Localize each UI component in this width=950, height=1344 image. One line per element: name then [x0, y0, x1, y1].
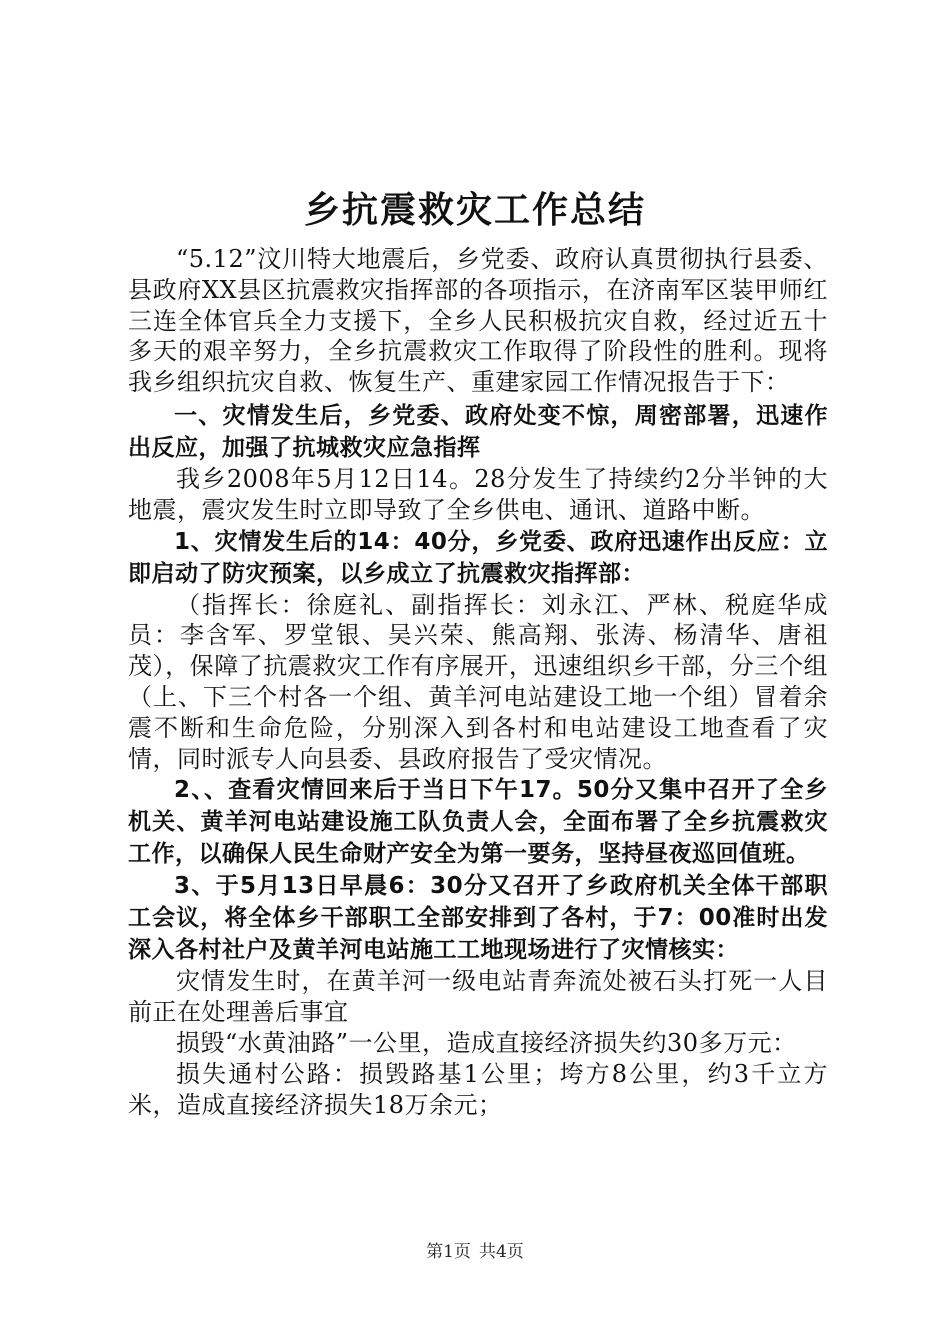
paragraph-earthquake-time: 我乡2008年5月12日14。28分发生了持续约2分半钟的大地震，震灾发生时立即导致了全乡供电、通讯、道路中断。 — [128, 464, 828, 524]
paragraph-road-loss: 损毁“水黄油路”一公里，造成直接经济损失约30多万元： — [176, 1028, 797, 1057]
numbered-item-1: 1、灾情发生后的14：40分，乡党委、政府迅速作出反应：立即启动了防灾预案，以乡成立了抗震救灾指挥部： — [128, 528, 828, 587]
numbered-item-3: 3、于5月13日早晨6：30分又召开了乡政府机关全体干部职工会议，将全体乡干部职工全部安排到了各村，于7：00准时出发深入各村社户及黄羊河电站施工工地现场进行了灾情核实： — [128, 873, 828, 964]
page-number: 第1页 — [426, 1242, 471, 1262]
section-heading-1: 一、灾情发生后，乡党委、政府处变不惊，周密部署，迅速作出反应，加强了抗城救灾应急指挥 — [128, 402, 828, 461]
paragraph-village-road-loss: 损失通村公路：损毁路基1公里；垮方8公里，约3千立方米，造成直接经济损失18万余元； — [128, 1059, 828, 1119]
document-title: 乡抗震救灾工作总结 — [303, 189, 646, 231]
numbered-item-2: 2、、查看灾情回来后于当日下午17。50分又集中召开了全乡机关、黄羊河电站建设施工队负责人会，全面布署了全乡抗震救灾工作，以确保人民生命财产安全为第一要务，坚持昼夜巡回值班。 — [128, 777, 828, 868]
document-body — [128, 244, 828, 1120]
intro-paragraph: “5.12”汶川特大地震后，乡党委、政府认真贯彻执行县委、县政府XX县区抗震救灾指挥部的各项指示，在济南军区装甲师红三连全体官兵全力支援下，全乡人民积极抗灾自救，经过近五十多天的艰辛努力，全乡抗震救灾工作取得了阶段性的胜利。现将我乡组织抗灾自救、恢复生产、重建家园工作情况报告于下： — [128, 245, 828, 397]
paragraph-command-members: （指挥长：徐庭礼、副指挥长：刘永江、严林、税庭华成员：李含军、罗堂银、吴兴荣、熊高翔、张涛、杨清华、唐祖茂），保障了抗震救灾工作有序展开，迅速组织乡干部，分三个组（上、下三个村各一个组、黄羊河电站建设工地一个组）冒着余震不断和生命危险，分别深入到各村和电站建设工地查看了灾情，同时派专人向县委、县政府报告了受灾情况。 — [128, 590, 828, 773]
page-footer — [0, 1240, 950, 1264]
page-count: 共4页 — [479, 1242, 524, 1262]
paragraph-casualty: 灾情发生时，在黄羊河一级电站青奔流处被石头打死一人目前正在处理善后事宜 — [128, 967, 828, 1027]
